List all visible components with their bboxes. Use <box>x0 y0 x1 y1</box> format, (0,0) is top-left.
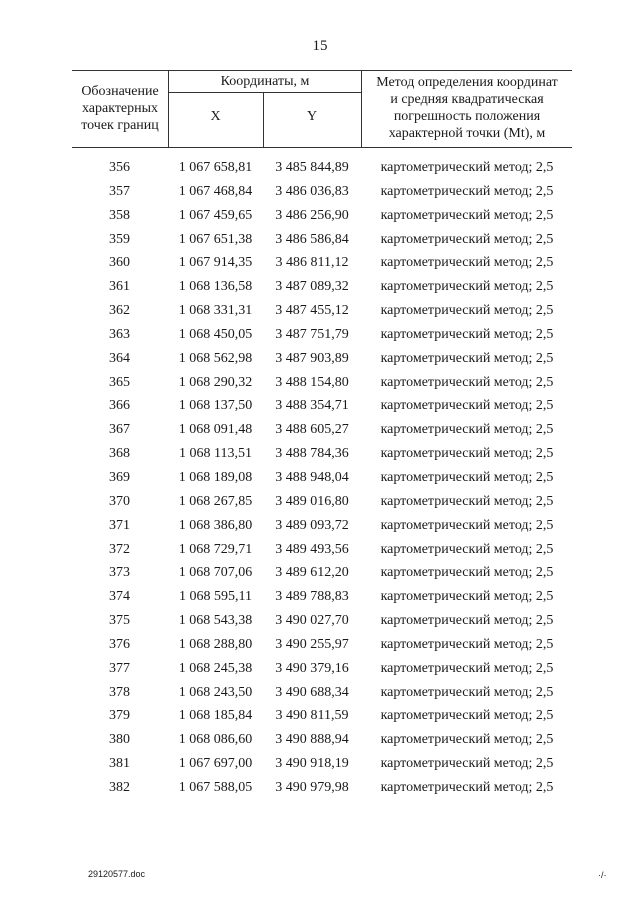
header-top-border <box>72 70 572 71</box>
coord-y: 3 486 586,84 <box>275 231 349 247</box>
table-row <box>72 300 572 324</box>
point-id: 369 <box>109 469 130 485</box>
coord-y: 3 489 612,20 <box>275 565 349 581</box>
method: картометрический метод; 2,5 <box>380 732 554 748</box>
point-id: 377 <box>109 660 130 676</box>
coord-y: 3 487 089,32 <box>275 279 349 295</box>
method: картометрический метод; 2,5 <box>380 565 554 581</box>
method: картометрический метод; 2,5 <box>380 279 554 295</box>
method: картометрический метод; 2,5 <box>380 326 554 342</box>
point-id: 370 <box>109 493 130 509</box>
coord-y: 3 490 688,34 <box>275 684 349 700</box>
method: картометрический метод; 2,5 <box>380 660 554 676</box>
coord-x: 1 068 290,32 <box>178 374 253 390</box>
point-id: 376 <box>109 636 130 652</box>
coord-x: 1 068 288,80 <box>178 636 253 652</box>
coord-y: 3 486 811,12 <box>275 255 349 271</box>
table-row <box>72 372 572 396</box>
coord-y: 3 488 354,71 <box>275 398 349 414</box>
method: картометрический метод; 2,5 <box>380 231 554 247</box>
coord-x: 1 068 185,84 <box>178 708 253 724</box>
table-row <box>72 539 572 563</box>
coord-x: 1 068 267,85 <box>178 493 253 509</box>
point-id: 382 <box>109 779 130 795</box>
point-id: 362 <box>109 303 130 319</box>
table-row <box>72 753 572 777</box>
coord-x: 1 067 697,00 <box>178 756 253 772</box>
method: картометрический метод; 2,5 <box>380 636 554 652</box>
point-id: 379 <box>109 708 130 724</box>
table-row <box>72 729 572 753</box>
point-id: 371 <box>109 517 130 533</box>
table-row <box>72 419 572 443</box>
method: картометрический метод; 2,5 <box>380 613 554 629</box>
table-row <box>72 443 572 467</box>
coord-y: 3 488 784,36 <box>275 446 349 462</box>
table-row <box>72 491 572 515</box>
coord-y: 3 490 918,19 <box>275 756 349 772</box>
footer-filename: 29120577.doc <box>88 869 146 879</box>
point-id: 364 <box>109 350 130 366</box>
coord-y: 3 486 036,83 <box>275 183 349 199</box>
table-row <box>72 610 572 634</box>
table-row <box>72 777 572 801</box>
table-row <box>72 467 572 491</box>
coord-y: 3 490 027,70 <box>275 613 349 629</box>
point-id: 373 <box>109 565 130 581</box>
header-col-x: X <box>210 109 221 124</box>
coord-x: 1 068 450,05 <box>178 326 253 342</box>
coord-x: 1 068 729,71 <box>178 541 253 557</box>
coord-x: 1 068 543,38 <box>178 613 253 629</box>
point-id: 356 <box>109 160 130 175</box>
coord-x: 1 068 245,38 <box>178 660 253 676</box>
point-id: 381 <box>109 756 130 772</box>
header-col-coords: Координаты, м <box>220 74 310 89</box>
coord-y: 3 488 948,04 <box>275 469 349 485</box>
method: картометрический метод; 2,5 <box>380 207 554 223</box>
table-row <box>72 276 572 300</box>
table-row <box>72 252 572 276</box>
coord-x: 1 068 595,11 <box>179 589 252 605</box>
table-row <box>72 705 572 729</box>
method: картометрический метод; 2,5 <box>380 756 554 772</box>
table-body <box>72 157 572 801</box>
coord-x: 1 068 562,98 <box>178 350 253 366</box>
table-row <box>72 562 572 586</box>
table-row <box>72 682 572 706</box>
point-id: 378 <box>109 684 130 700</box>
table-row <box>72 181 572 205</box>
coord-y: 3 488 605,27 <box>275 422 349 438</box>
point-id: 375 <box>109 613 130 629</box>
method: картометрический метод; 2,5 <box>380 374 554 390</box>
point-id: 366 <box>109 398 130 414</box>
method: картометрический метод; 2,5 <box>380 589 554 605</box>
method: картометрический метод; 2,5 <box>380 779 554 795</box>
method: картометрический метод; 2,5 <box>380 708 554 724</box>
table-row <box>72 658 572 682</box>
point-id: 361 <box>109 279 130 295</box>
coord-y: 3 489 093,72 <box>275 517 349 533</box>
point-id: 368 <box>109 446 130 462</box>
header-col-id: Обозначение характерных точек границ <box>81 84 159 133</box>
coord-x: 1 068 189,08 <box>178 469 253 485</box>
point-id: 372 <box>109 541 130 557</box>
method: картометрический метод; 2,5 <box>380 160 554 175</box>
header-coords-underline <box>168 92 362 93</box>
method: картометрический метод; 2,5 <box>380 255 554 271</box>
coord-x: 1 068 386,80 <box>178 517 253 533</box>
coord-x: 1 067 459,65 <box>178 207 253 223</box>
method: картометрический метод; 2,5 <box>380 446 554 462</box>
coord-y: 3 490 888,94 <box>275 732 349 748</box>
coord-x: 1 067 651,38 <box>178 231 253 247</box>
method: картометрический метод; 2,5 <box>380 541 554 557</box>
table-row <box>72 157 572 181</box>
method: картометрический метод; 2,5 <box>380 303 554 319</box>
coord-x: 1 067 468,84 <box>178 183 253 199</box>
method: картометрический метод; 2,5 <box>380 684 554 700</box>
table-row <box>72 348 572 372</box>
method: картометрический метод; 2,5 <box>380 493 554 509</box>
coord-y: 3 490 811,59 <box>275 708 349 724</box>
coord-x: 1 068 113,51 <box>179 446 252 462</box>
point-id: 360 <box>109 255 130 271</box>
coord-y: 3 486 256,90 <box>275 207 349 223</box>
table-header <box>72 70 572 148</box>
coord-x: 1 068 707,06 <box>178 565 253 581</box>
method: картометрический метод; 2,5 <box>380 398 554 414</box>
point-id: 374 <box>109 589 130 605</box>
coord-x: 1 067 658,81 <box>178 160 253 175</box>
point-id: 367 <box>109 422 130 438</box>
table-row <box>72 515 572 539</box>
table-row <box>72 395 572 419</box>
coord-y: 3 489 016,80 <box>275 493 349 509</box>
coord-x: 1 068 243,50 <box>178 684 253 700</box>
coord-y: 3 487 903,89 <box>275 350 349 366</box>
point-id: 358 <box>109 207 130 223</box>
table-row <box>72 634 572 658</box>
footer-mark: ·/· <box>598 870 607 880</box>
header-col-y: Y <box>306 109 318 124</box>
coord-x: 1 068 331,31 <box>178 303 253 319</box>
coord-x: 1 068 091,48 <box>178 422 253 438</box>
header-col-method: Метод определения координат и средняя квадратическая погрешность положения характерной точки (Mt), м <box>376 75 558 141</box>
point-id: 365 <box>109 374 130 390</box>
coord-x: 1 067 588,05 <box>178 779 253 795</box>
coord-x: 1 068 136,58 <box>178 279 253 295</box>
method: картометрический метод; 2,5 <box>380 517 554 533</box>
coord-y: 3 488 154,80 <box>275 374 349 390</box>
coord-y: 3 487 455,12 <box>275 303 349 319</box>
header-bottom-border <box>72 147 572 148</box>
coord-y: 3 490 979,98 <box>275 779 349 795</box>
coord-x: 1 067 914,35 <box>178 255 253 271</box>
point-id: 363 <box>109 326 130 342</box>
table-row <box>72 586 572 610</box>
coord-x: 1 068 086,60 <box>178 732 253 748</box>
coord-x: 1 068 137,50 <box>178 398 253 414</box>
point-id: 380 <box>109 732 130 748</box>
method: картометрический метод; 2,5 <box>380 422 554 438</box>
method: картометрический метод; 2,5 <box>380 183 554 199</box>
page-number: 15 <box>312 38 328 54</box>
coord-y: 3 485 844,89 <box>275 160 349 175</box>
table-row <box>72 324 572 348</box>
coord-y: 3 490 379,16 <box>275 660 349 676</box>
coord-y: 3 487 751,79 <box>275 326 349 342</box>
point-id: 359 <box>109 231 130 247</box>
coord-y: 3 489 493,56 <box>275 541 349 557</box>
method: картометрический метод; 2,5 <box>380 469 554 485</box>
method: картометрический метод; 2,5 <box>380 350 554 366</box>
coord-y: 3 490 255,97 <box>275 636 349 652</box>
coord-y: 3 489 788,83 <box>275 589 349 605</box>
point-id: 357 <box>109 183 130 199</box>
table-row <box>72 205 572 229</box>
table-row <box>72 229 572 253</box>
